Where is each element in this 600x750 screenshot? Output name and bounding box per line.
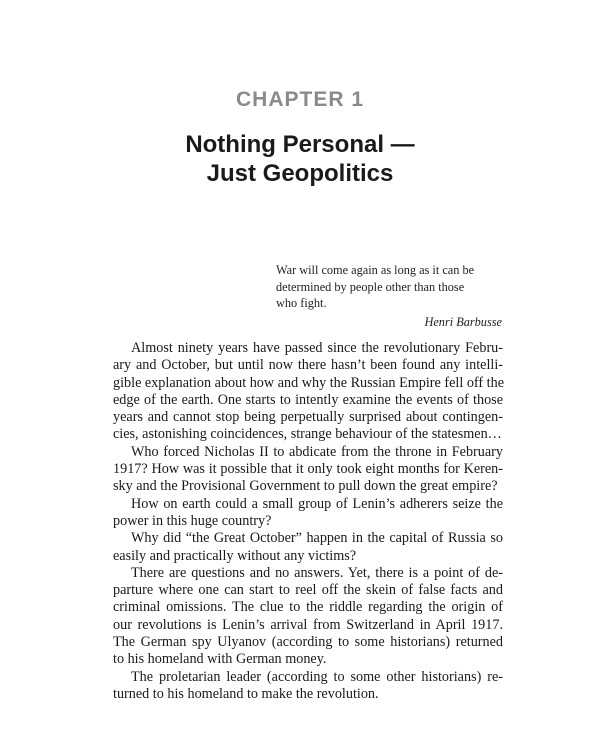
text-line: power in this huge country? bbox=[113, 512, 272, 529]
text-line: How on earth could a small group of Lenin’s adherers seize the bbox=[131, 495, 503, 512]
text-line: edge of the earth. One starts to intently examine the events of those bbox=[113, 391, 503, 408]
text-line: gible explanation about how and why the Russian Empire fell off the bbox=[113, 374, 504, 391]
epigraph-author: Henri Barbusse bbox=[424, 314, 502, 329]
text-line: years and cannot stop being perpetually surprised about contingen- bbox=[113, 409, 503, 426]
text-line: Who forced Nicholas II to abdicate from the throne in February bbox=[131, 443, 503, 460]
text-line: easily and practically without any victims? bbox=[113, 547, 357, 564]
chapter-title-line-2: Just Geopolitics bbox=[206, 160, 394, 187]
text-line: Almost ninety years have passed since the revolutionary Febru- bbox=[131, 340, 503, 356]
text-line: There are questions and no answers. Yet, there is a point of de- bbox=[131, 564, 503, 581]
text-line: 1917? How was it possible that it only took eight months for Keren- bbox=[113, 461, 503, 478]
epigraph-line: determined by people other than those bbox=[276, 279, 465, 294]
text-line: parture where one can start to reel off the skein of false facts and bbox=[113, 582, 503, 599]
text-line: The proletarian leader (according to some other historians) re- bbox=[131, 668, 503, 685]
chapter-title bbox=[0, 130, 600, 188]
text-line: The German spy Ulyanov (according to some historians) returned bbox=[113, 634, 503, 651]
epigraph bbox=[276, 262, 502, 330]
chapter-title-line-1: Nothing Personal — bbox=[185, 131, 415, 158]
text-line: turned to his homeland to make the revolution. bbox=[113, 685, 379, 702]
text-line: cies, astonishing coincidences, strange behaviour of the statesmen… bbox=[113, 426, 502, 443]
text-line: sky and the Provisional Government to pull down the great empire? bbox=[113, 478, 498, 495]
text-line: our revolutions is Lenin’s arrival from Switzerland in April 1917. bbox=[113, 616, 503, 633]
text-line: to his homeland with German money. bbox=[113, 651, 327, 668]
text-line: criminal omissions. The clue to the riddle regarding the origin of bbox=[113, 599, 503, 616]
text-line: Why did “the Great October” happen in the capital of Russia so bbox=[131, 530, 503, 547]
text-line: ary and October, but until now there hasn’t been found any intelli- bbox=[113, 357, 503, 374]
epigraph-line: War will come again as long as it can be bbox=[276, 263, 475, 277]
chapter-number: CHAPTER 1 bbox=[235, 88, 365, 111]
body-text bbox=[113, 340, 503, 703]
epigraph-line: who fight. bbox=[276, 296, 327, 310]
